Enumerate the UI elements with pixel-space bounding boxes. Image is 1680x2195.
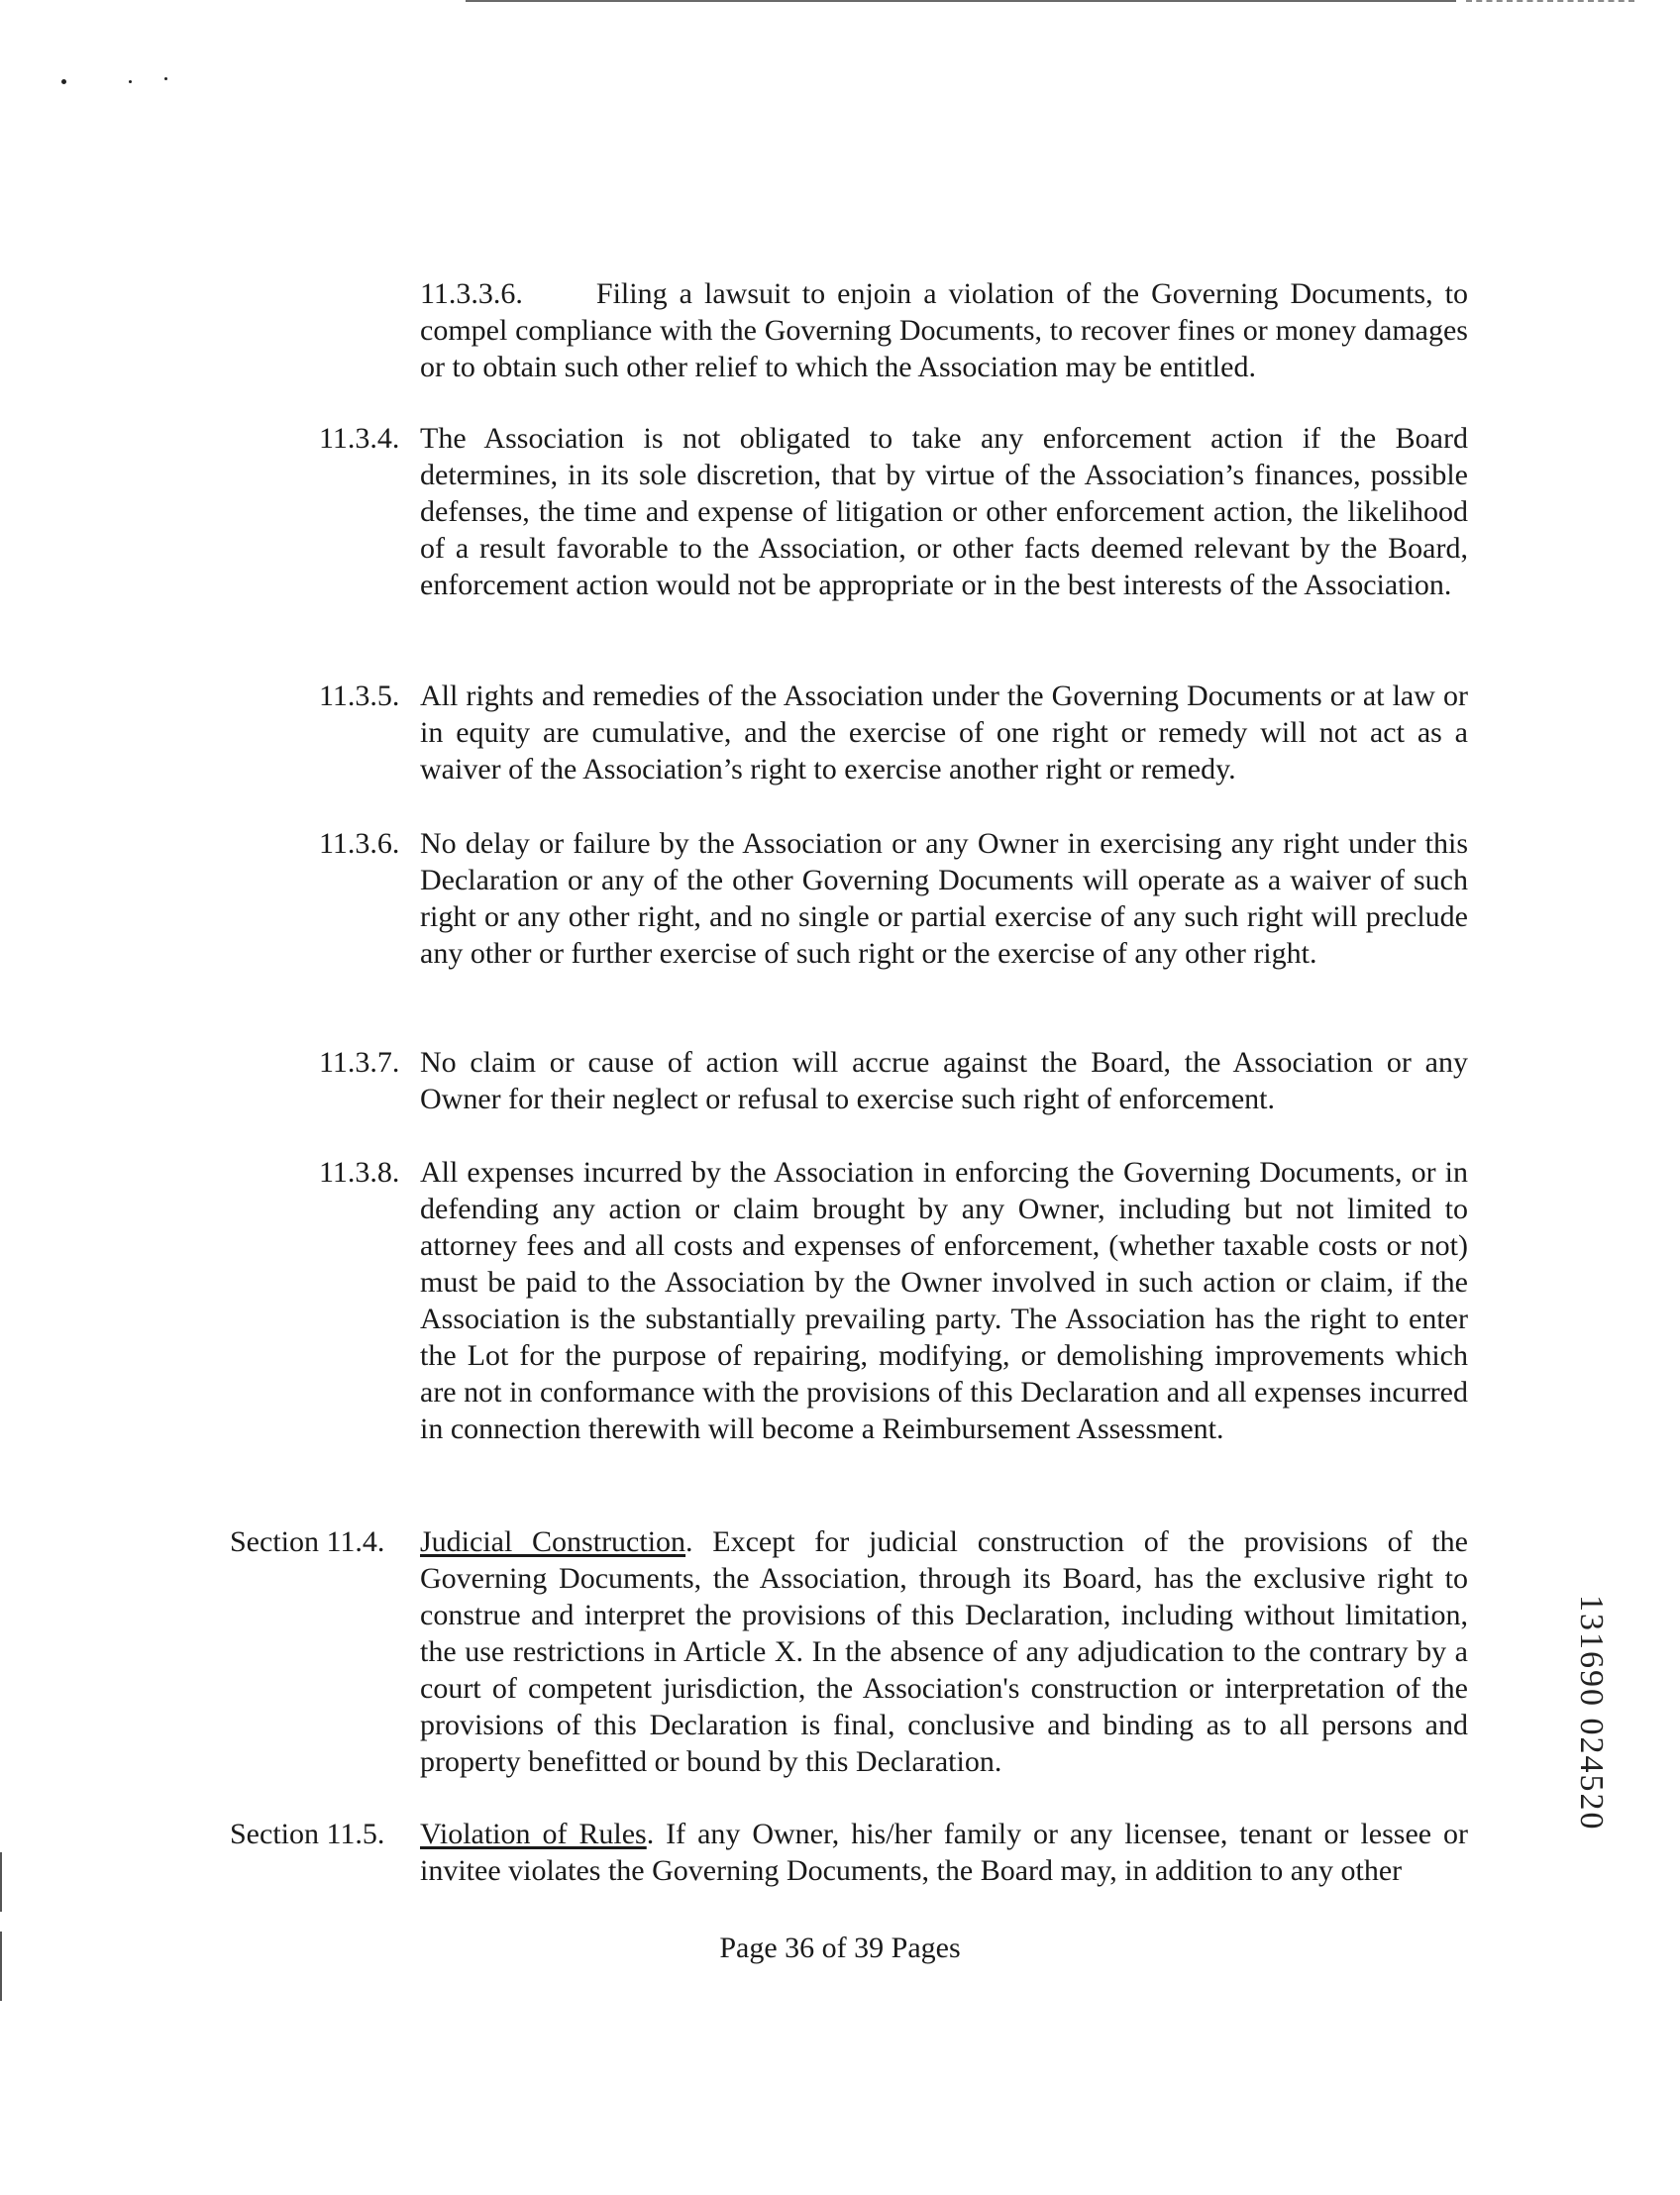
paragraph-11-3-6: No delay or failure by the Association or any Owner in exercising any right under this Declaration or any of the other Governing Documents will operate as a waiver of such right or any other right, and no single or partial exercise of any such right will preclude any other or further exercise of such right or the exercise of any other right. bbox=[420, 827, 1468, 970]
section-heading: Violation of Rules bbox=[420, 1818, 647, 1850]
section-number: Section 11.5. bbox=[230, 1818, 385, 1850]
paragraph-11-3-4: The Association is not obligated to take any enforcement action if the Board determines, in its sole discretion, that by virtue of the Association’s finances, possible defenses, the time and expense of litigation or other enforcement action, the likelihood of a result favorable to the Association, or other facts deemed relevant by the Board, enforcement action would not be appropriate or in the best interests of the Association. bbox=[420, 422, 1468, 601]
scan-top-rule bbox=[466, 0, 1456, 2]
paragraph-number: 11.3.5. bbox=[319, 679, 400, 712]
scan-left-edge-mark bbox=[0, 1852, 2, 1912]
paragraph-number: 11.3.6. bbox=[319, 827, 400, 860]
paragraph-number: 11.3.3.6. bbox=[420, 277, 523, 310]
paragraph-11-3-8: All expenses incurred by the Association in enforcing the Governing Documents, or in defending any action or claim brought by any Owner, including but not limited to attorney fees and all costs and expenses of enforcement, (whether taxable costs or not) must be paid to the Association by the Owner involved in such action or claim, if the Association is the substantially prevailing party. The Association has the right to enter the Lot for the purpose of repairing, modifying, or demolishing improvements which are not in conformance with the provisions of this Declaration and all expenses incurred in connection therewith will become a Reimbursement Assessment. bbox=[420, 1156, 1468, 1445]
paragraph-number: 11.3.8. bbox=[319, 1156, 400, 1189]
paragraph-number: 11.3.7. bbox=[319, 1046, 400, 1079]
paragraph-11-3-5: All rights and remedies of the Association under the Governing Documents or at law or in equity are cumulative, and the exercise of one right or remedy will not act as a waiver of the Association’s right to exercise another right or remedy. bbox=[420, 679, 1468, 785]
page-footer: Page 36 of 39 Pages bbox=[719, 1932, 961, 1964]
scan-speck bbox=[61, 79, 66, 84]
scan-speck bbox=[164, 77, 167, 80]
paragraph-number: 11.3.4. bbox=[319, 422, 400, 455]
scan-top-rule-dashed bbox=[1466, 0, 1634, 2]
section-number: Section 11.4. bbox=[230, 1525, 385, 1558]
paragraph-text: Filing a lawsuit to enjoin a violation of the Governing Documents, to compel compliance with the Governing Documents, to recover fines or money damages or to obtain such other relief to which the Association may be entitled. bbox=[420, 277, 1468, 383]
section-11-4 bbox=[420, 1523, 1468, 1780]
paragraph-11-3-3-6 bbox=[420, 275, 1468, 385]
paragraph-11-3-7: No claim or cause of action will accrue against the Board, the Association or any Owner for their neglect or refusal to exercise such right of enforcement. bbox=[420, 1046, 1468, 1115]
section-11-5 bbox=[420, 1816, 1468, 1889]
section-text: . If any Owner, his/her family or any licensee, tenant or lessee or invitee violates the Governing Documents, the Board may, in addition to any other bbox=[420, 1818, 1469, 1887]
section-text: . Except for judicial construction of the provisions of the Governing Documents, the Association, through its Board, has the exclusive right to construe and interpret the provisions of this Declaration, including without limitation, the use restrictions in Article X. In the absence of any adjudication to the contrary by a court of competent jurisdiction, the Association's construction or interpretation of the provisions of this Declaration is final, conclusive and binding as to all persons and property benefitted or bound by this Declaration. bbox=[420, 1525, 1468, 1778]
scan-speck bbox=[129, 80, 132, 83]
section-heading: Judicial Construction bbox=[420, 1525, 686, 1558]
recording-stamp: 131690 024520 bbox=[1573, 1595, 1610, 1831]
